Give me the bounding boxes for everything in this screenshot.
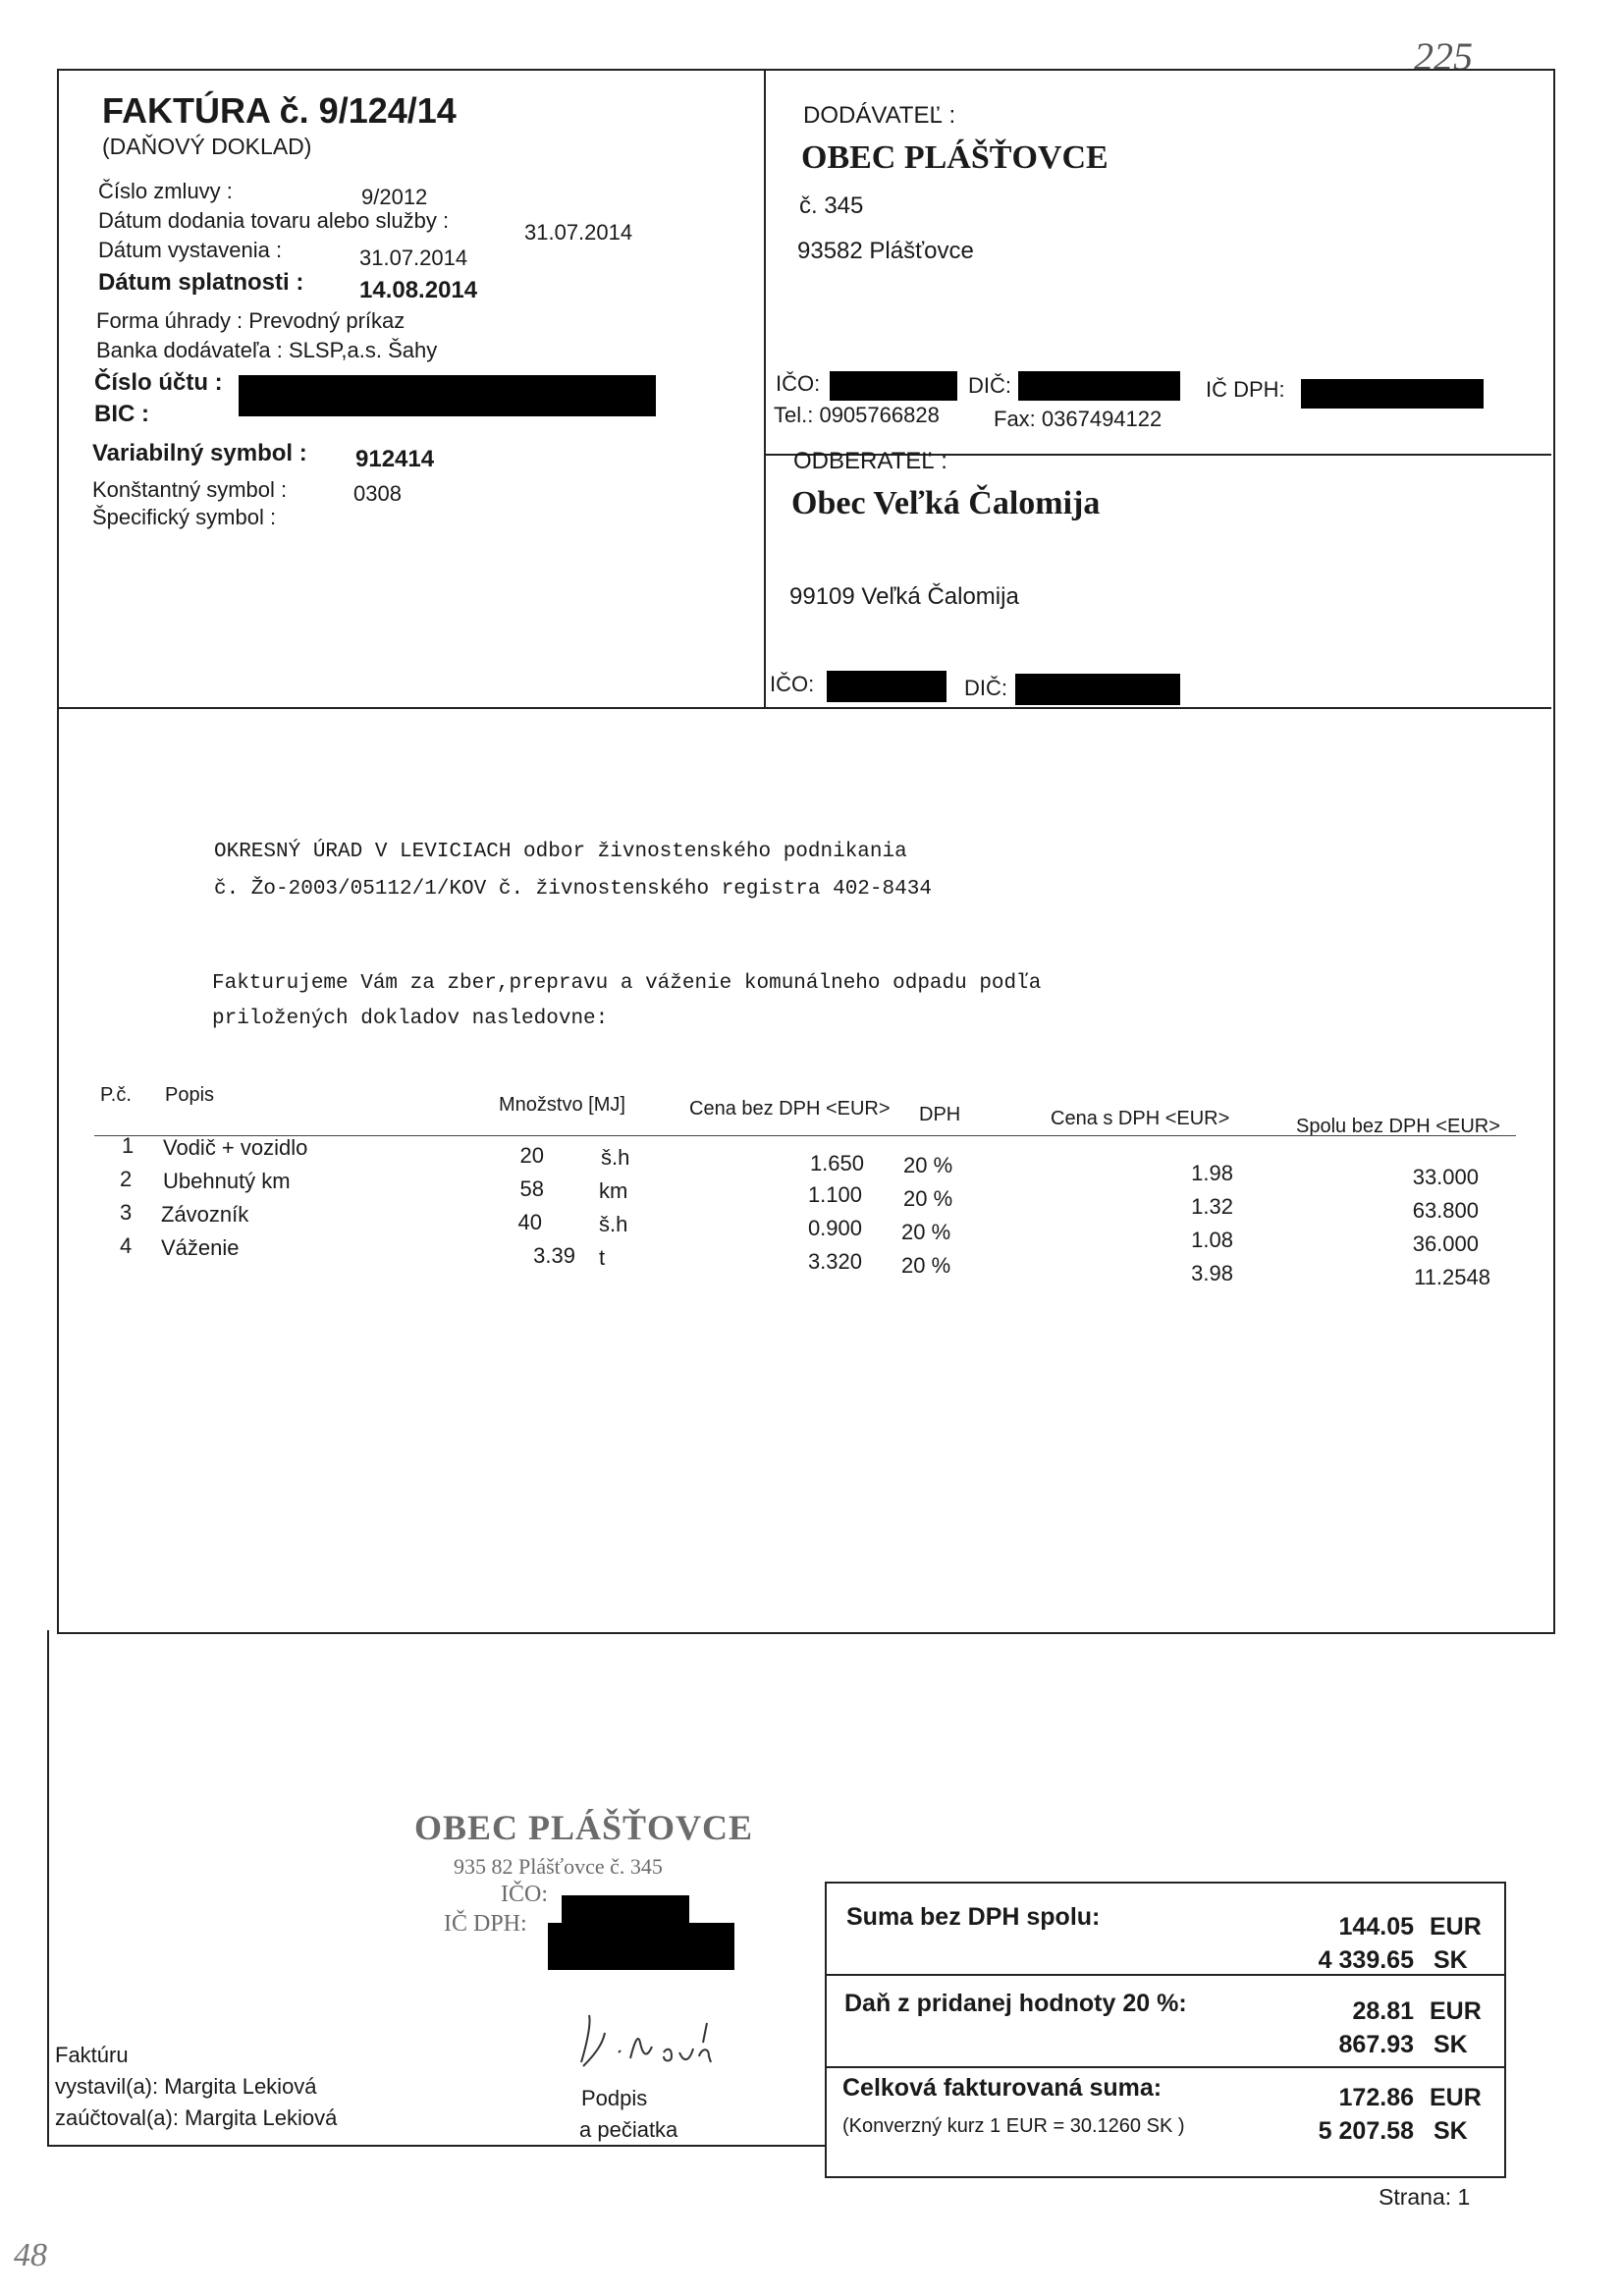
stamp-name: OBEC PLÁŠŤOVCE	[414, 1808, 754, 1847]
header-divider	[764, 69, 766, 709]
net-sk-currency: SK	[1434, 1946, 1468, 1974]
supplier-icdph-redacted	[1301, 379, 1484, 409]
total-label: Celková fakturovaná suma:	[842, 2074, 1163, 2102]
constant-symbol-value: 0308	[353, 481, 402, 506]
row-qty: 40	[517, 1210, 542, 1234]
due-value: 14.08.2014	[359, 277, 478, 303]
row-vat: 20 %	[903, 1186, 953, 1211]
row-price: 1.650	[809, 1151, 864, 1175]
summary-divider-2	[825, 2066, 1504, 2068]
issued-value: 31.07.2014	[359, 246, 468, 270]
vat-label: Daň z pridanej hodnoty 20 %:	[844, 1990, 1187, 2017]
net-eur-currency: EUR	[1430, 1913, 1482, 1941]
supplier-street: č. 345	[799, 192, 864, 219]
stamp-icdph-redacted	[548, 1923, 734, 1970]
constant-symbol-label: Konštantný symbol :	[92, 477, 288, 502]
stamp-address: 935 82 Plášťovce č. 345	[454, 1854, 663, 1879]
row-pc: 4	[120, 1233, 133, 1258]
account-redacted	[239, 375, 656, 416]
stamp-ico-label: IČO:	[501, 1882, 548, 1907]
row-pc: 3	[120, 1200, 133, 1225]
net-label: Suma bez DPH spolu:	[846, 1903, 1101, 1931]
signature-label-1: Podpis	[581, 2086, 648, 2110]
issued-by: vystavil(a): Margita Lekiová	[55, 2074, 317, 2099]
th-price-vat: Cena s DPH <EUR>	[1051, 1108, 1230, 1129]
row-desc: Ubehnutý km	[163, 1169, 291, 1193]
row-price-vat: 1.08	[1191, 1228, 1233, 1252]
total-sk-currency: SK	[1434, 2117, 1468, 2145]
row-price-vat: 1.32	[1191, 1194, 1233, 1219]
issued-label: Dátum vystavenia :	[98, 238, 283, 262]
row-price: 1.100	[807, 1182, 862, 1207]
supplier-tel: Tel.: 0905766828	[774, 403, 940, 427]
supplier-heading: DODÁVATEĽ :	[803, 102, 956, 129]
row-desc: Závozník	[161, 1202, 249, 1227]
row-qty: 58	[519, 1176, 544, 1201]
registry-line-2: č. Žo-2003/05112/1/KOV č. živnostenského registra 402-8434	[214, 878, 932, 901]
signature	[569, 2003, 736, 2082]
footer-left-rule	[47, 1630, 49, 2147]
variable-symbol-value: 912414	[355, 446, 435, 472]
row-qty: 20	[519, 1143, 544, 1168]
supplier-city: 93582 Plášťovce	[797, 238, 974, 264]
due-label: Dátum splatnosti :	[98, 269, 304, 296]
customer-dic-label: DIČ:	[964, 676, 1007, 700]
customer-dic-redacted	[1015, 674, 1180, 705]
stamp-ico-redacted	[562, 1895, 689, 1925]
supplier-ico-label: IČO:	[776, 371, 821, 396]
row-qty: 3.39	[533, 1243, 575, 1268]
row-desc: Váženie	[161, 1235, 240, 1260]
payment-form: Forma úhrady : Prevodný príkaz	[96, 308, 406, 333]
total-sk: 5 207.58	[1318, 2117, 1414, 2145]
signature-label-2: a pečiatka	[579, 2117, 678, 2142]
supplier-fax: Fax: 0367494122	[994, 407, 1163, 431]
row-unit: š.h	[601, 1145, 630, 1170]
page-indicator: Strana: 1	[1379, 2184, 1471, 2210]
supplier-icdph-label: IČ DPH:	[1206, 377, 1285, 402]
row-vat: 20 %	[903, 1153, 953, 1177]
row-total: 33.000	[1412, 1165, 1479, 1189]
row-unit: km	[599, 1178, 628, 1203]
header-bottom-line	[57, 707, 1551, 709]
row-pc: 1	[122, 1133, 135, 1158]
row-price-vat: 3.98	[1191, 1261, 1233, 1285]
row-unit: t	[599, 1245, 606, 1270]
total-eur: 172.86	[1338, 2084, 1414, 2111]
handwritten-page-number: 225	[1414, 34, 1473, 79]
stamp-icdph-label: IČ DPH:	[444, 1911, 527, 1937]
invoice-subtitle: (DAŇOVÝ DOKLAD)	[102, 134, 312, 159]
specific-symbol-label: Špecifický symbol :	[92, 505, 277, 529]
row-total: 11.2548	[1414, 1265, 1490, 1289]
invoice-title: FAKTÚRA č. 9/124/14	[102, 90, 457, 131]
row-total: 63.800	[1412, 1198, 1479, 1223]
net-eur: 144.05	[1338, 1913, 1414, 1941]
bank-name: Banka dodávateľa : SLSP,a.s. Šahy	[96, 338, 438, 362]
delivery-value: 31.07.2014	[524, 220, 633, 245]
intro-line-2: priložených dokladov nasledovne:	[212, 1008, 609, 1030]
vat-sk-currency: SK	[1434, 2031, 1468, 2058]
supplier-dic-label: DIČ:	[968, 373, 1011, 398]
row-unit: š.h	[599, 1212, 628, 1236]
bic-label: BIC :	[94, 401, 149, 427]
footer-rule	[47, 2145, 827, 2147]
th-total: Spolu bez DPH <EUR>	[1296, 1116, 1500, 1137]
total-eur-currency: EUR	[1430, 2084, 1482, 2111]
row-vat: 20 %	[901, 1253, 951, 1278]
supplier-dic-redacted	[1018, 371, 1180, 401]
row-price-vat: 1.98	[1191, 1161, 1233, 1185]
net-sk: 4 339.65	[1318, 1946, 1414, 1974]
row-desc: Vodič + vozidlo	[163, 1135, 308, 1160]
supplier-ico-redacted	[830, 371, 957, 401]
vat-eur: 28.81	[1352, 1997, 1414, 2025]
corner-handwritten-note: 48	[14, 2237, 47, 2273]
customer-name: Obec Veľká Čalomija	[791, 485, 1101, 521]
registry-line-1: OKRESNÝ ÚRAD V LEVICIACH odbor živnostenského podnikania	[214, 841, 907, 863]
vat-eur-currency: EUR	[1430, 1997, 1482, 2025]
customer-ico-label: IČO:	[770, 672, 815, 696]
contract-value: 9/2012	[361, 185, 428, 209]
contract-label: Číslo zmluvy :	[98, 179, 233, 203]
supplier-name: OBEC PLÁŠŤOVCE	[801, 139, 1109, 176]
th-price: Cena bez DPH <EUR>	[689, 1098, 891, 1120]
row-vat: 20 %	[901, 1220, 951, 1244]
customer-heading: ODBERATEĽ :	[793, 448, 947, 474]
delivery-label: Dátum dodania tovaru alebo služby :	[98, 208, 450, 233]
th-vat: DPH	[919, 1104, 961, 1125]
row-total: 36.000	[1412, 1231, 1479, 1256]
issued-by-label: Faktúru	[55, 2043, 129, 2067]
th-desc: Popis	[165, 1084, 215, 1106]
intro-line-1: Fakturujeme Vám za zber,prepravu a váženie komunálneho odpadu podľa	[212, 972, 1042, 995]
row-price: 3.320	[807, 1249, 862, 1274]
booked-by: zaúčtoval(a): Margita Lekiová	[55, 2105, 338, 2130]
th-pc: P.č.	[100, 1084, 132, 1106]
variable-symbol-label: Variabilný symbol :	[92, 440, 307, 466]
vat-sk: 867.93	[1338, 2031, 1414, 2058]
account-label: Číslo účtu :	[94, 369, 223, 396]
customer-ico-redacted	[827, 671, 947, 702]
customer-city: 99109 Veľká Čalomija	[789, 583, 1019, 610]
row-pc: 2	[120, 1167, 133, 1191]
row-price: 0.900	[807, 1216, 862, 1240]
rate-note: (Konverzný kurz 1 EUR = 30.1260 SK )	[842, 2115, 1185, 2137]
th-qty: Množstvo [MJ]	[499, 1094, 625, 1116]
